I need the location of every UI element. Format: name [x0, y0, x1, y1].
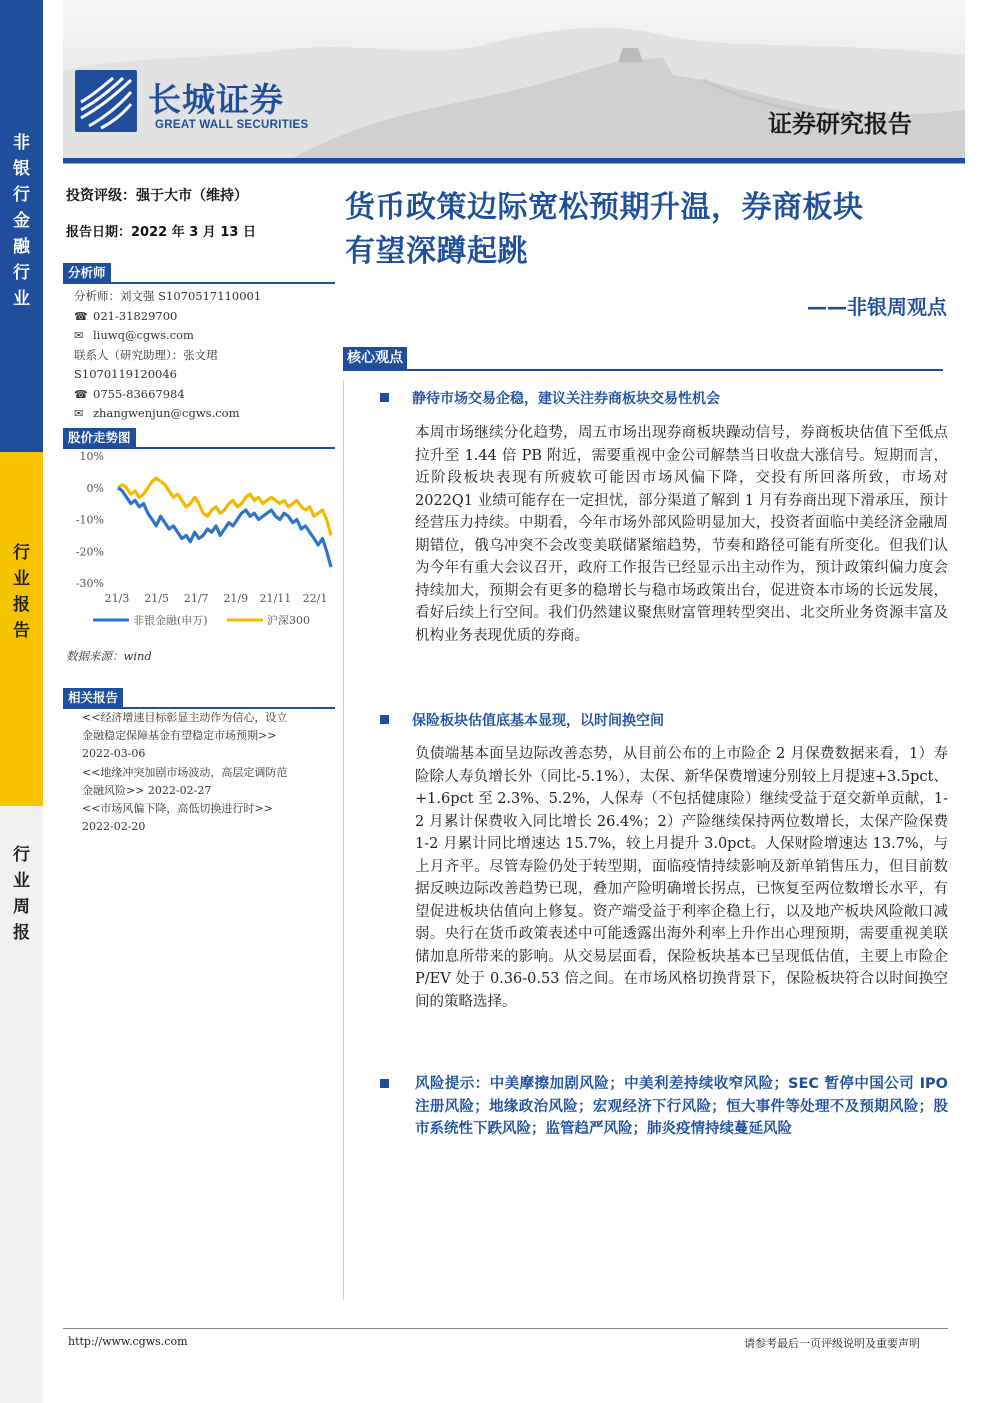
report-subtitle: ——非银周观点: [807, 295, 947, 319]
side-label-char: 周: [13, 897, 30, 917]
x-tick-label: 21/9: [223, 592, 249, 605]
analyst-info-row: [74, 385, 261, 405]
analyst-info-text: 0755-83667984: [93, 386, 185, 401]
analyst-section-header: [63, 262, 335, 284]
risk-warning: [380, 1073, 948, 1141]
footer-divider: [63, 1328, 948, 1329]
phone-icon: ☎: [74, 387, 88, 401]
point-1-heading: [380, 388, 720, 408]
logo-english-name: GREAT WALL SECURITIES: [155, 119, 309, 131]
analyst-section-label: 分析师: [63, 263, 111, 283]
logo-chinese-name: 长城证券: [148, 80, 284, 119]
side-label-char: 行: [13, 263, 30, 283]
related-report-line: 2022-03-06: [82, 747, 146, 761]
analyst-info-text[interactable]: liuwq@cgws.com: [93, 328, 194, 342]
related-report-line: <<地缘冲突加剧市场波动，高层定调防范: [82, 765, 288, 779]
side-label-char: 融: [13, 237, 30, 257]
y-tick-label: -20%: [75, 545, 104, 559]
analyst-info-text: 分析师：刘文强 S1070517110001: [74, 289, 262, 303]
side-label-char: 银: [13, 159, 30, 179]
stock-chart-section-label: 股价走势图: [63, 428, 136, 448]
phone-icon: ☎: [74, 309, 88, 323]
side-strip: [0, 0, 43, 1403]
side-label-char: 非: [13, 133, 30, 153]
analyst-info-row: [74, 365, 261, 385]
x-tick-label: 22/1: [302, 592, 328, 605]
footer-url[interactable]: http://www.cgws.com: [68, 1335, 188, 1348]
sector-label: [0, 130, 43, 312]
x-tick-label: 21/5: [144, 592, 169, 605]
report-category-label: [0, 540, 43, 644]
side-label-char: 业: [13, 871, 30, 891]
y-tick-label: 0%: [86, 481, 104, 495]
related-reports-list: [82, 709, 342, 836]
column-divider: [343, 380, 344, 1300]
analyst-info-row: [74, 404, 261, 424]
legend-label: 非银金融(申万): [133, 614, 208, 627]
analyst-info-row: [74, 346, 261, 366]
x-tick-label: 21/11: [259, 592, 292, 605]
mail-icon: ✉: [74, 407, 84, 420]
analyst-info-text: 联系人（研究助理）：张文珺: [74, 347, 218, 362]
side-label-char: 金: [13, 211, 30, 231]
bullet-square-icon: [380, 393, 389, 402]
footer-disclaimer-note: 请参考最后一页评级说明及重要声明: [744, 1337, 920, 1350]
analyst-info-text[interactable]: zhangwenjun@cgws.com: [93, 406, 240, 420]
investment-rating: 投资评级：强于大市（维持）: [66, 188, 248, 204]
related-report-line: <<经济增速目标彰显主动作为信心，设立: [82, 711, 288, 724]
side-label-char: 告: [13, 621, 30, 641]
chart-source: 数据来源：wind: [66, 649, 152, 663]
analyst-info-text: 021-31829700: [93, 308, 178, 323]
analyst-info-row: [74, 326, 261, 346]
side-label-char: 业: [13, 569, 30, 589]
point-1-title: 静待市场交易企稳，建议关注券商板块交易性机会: [412, 391, 720, 407]
analyst-info-row: [74, 287, 261, 307]
mail-icon: ✉: [74, 329, 84, 342]
side-label-char: 报: [13, 923, 30, 943]
point-2-heading: [380, 710, 664, 730]
related-report-line: 2022-02-20: [82, 820, 146, 834]
x-tick-label: 21/7: [183, 592, 209, 605]
point-2-title: 保险板块估值底基本显现，以时间换空间: [412, 713, 664, 729]
y-tick-label: -10%: [75, 513, 104, 527]
side-label-char: 行: [13, 185, 30, 205]
related-reports-section-label: 相关报告: [63, 688, 123, 708]
bullet-square-icon: [380, 1079, 389, 1088]
related-report-line: <<市场风偏下降，高低切换进行时>>: [82, 802, 273, 816]
header-divider-thin: [63, 163, 965, 164]
analyst-info-row: [74, 307, 261, 327]
y-tick-label: -30%: [75, 577, 104, 590]
bullet-square-icon: [380, 715, 389, 724]
legend-label: 沪深300: [267, 614, 310, 627]
analyst-info: [74, 287, 261, 424]
side-label-char: 行: [13, 543, 30, 563]
point-2-body: 负债端基本面呈边际改善态势，从目前公布的上市险企 2 月保费数据来看，1）寿险除人寿负增长外（同比-5.1%），太保、新华保费增速分别较上月提速+3.5pct、+1.6pct 至 2.3%、5.2%，人保寿（不包括健康险）继续受益于趸交新单贡献，1-2 月累计保费收入同比增长 26.4%；2）产险继续保持两位数增长，太保产险保费 1-2 月累计同比增速达 15.7%，较上月提升 3.0pct。人保财险增速达 13.7%，与上月齐平。尽管寿险仍处于转型期，面临疫情持续影响及新单销售压力，但目前数据反映边际改善趋势已现，叠加产险明确增长拐点，已恢复至两位数增长水平，有望促进板块估值向上修复。资产端受益于利率企稳上行，以及地产板块风险敞口减弱。央行在货币政策表述中可能透露出海外利率上升作出心理预期，需要重视美联储加息所带来的影响。从交易层面看，保险板块基本已呈现低估值，主要上市险企 P/EV 处于 0.36-0.53 倍之间。在市场风格切换背景下，保险板块符合以时间换空间的策略选择。: [415, 746, 948, 1010]
series-line-nonbank: [118, 488, 331, 567]
report-title-line-1: 货币政策边际宽松预期升温，券商板块: [345, 190, 864, 225]
risk-text: 风险提示：中美摩擦加剧风险；中美利差持续收窄风险；SEC 暂停中国公司 IPO 注册风险；地缘政治风险；宏观经济下行风险；恒大事件等处理不及预期风险；股市系统性下跌风险；监管趋严风险；肺炎疫情持续蔓延风险: [415, 1076, 948, 1137]
point-1-body: 本周市场继续分化趋势，周五市场出现券商板块躁动信号，券商板块估值下至低点拉升至 1.44 倍 PB 附近，需要重视中金公司解禁当日收盘大涨信号。短期而言，近阶段板块表现有所疲软可能因市场风偏下降，交投有所回落所致，市场对 2022Q1 业绩可能存在一定担忧，部分渠道了解到 1 月有券商出现下滑承压，预计经营压力持续。中期看，今年市场外部风险明显加大，投资者面临中美经济金融周期错位，俄乌冲突不会改变美联储紧缩趋势，节奏和路径可能有所变化。但我们认为今年有重大会议召开，政府工作报告已经显示出主动作为，预计政策纠偏力度会持续加大，预期会有更多的稳增长与稳市场政策出台，促进资本市场的长远发展，看好后续上行空间。我们仍然建议聚焦财富管理转型突出、北交所业务资源丰富及机构业务表现优质的券商。: [415, 425, 948, 644]
side-label-char: 行: [13, 845, 30, 865]
related-report-line: 金融稳定保障基金有望稳定市场预期>>: [82, 729, 277, 743]
report-date: 报告日期：2022 年 3 月 13 日: [66, 225, 256, 240]
report-title-line-2: 有望深蹲起跳: [345, 234, 528, 269]
related-report-line: 金融风险>> 2022-02-27: [82, 783, 212, 797]
side-label-char: 报: [13, 595, 30, 615]
report-kind-label: [0, 842, 43, 946]
core-view-section-header: [343, 347, 943, 371]
side-label-char: 业: [13, 289, 30, 309]
great-wall-logo-icon: [75, 70, 137, 132]
y-tick-label: 10%: [79, 450, 104, 463]
related-reports-section-header: [63, 687, 335, 709]
core-view-label: 核心观点: [343, 347, 407, 369]
report-title: [345, 186, 957, 274]
analyst-info-text: S1070119120046: [74, 367, 177, 381]
x-tick-label: 21/3: [104, 592, 130, 605]
stock-price-chart: [63, 446, 343, 641]
report-type: 证券研究报告: [768, 110, 912, 138]
